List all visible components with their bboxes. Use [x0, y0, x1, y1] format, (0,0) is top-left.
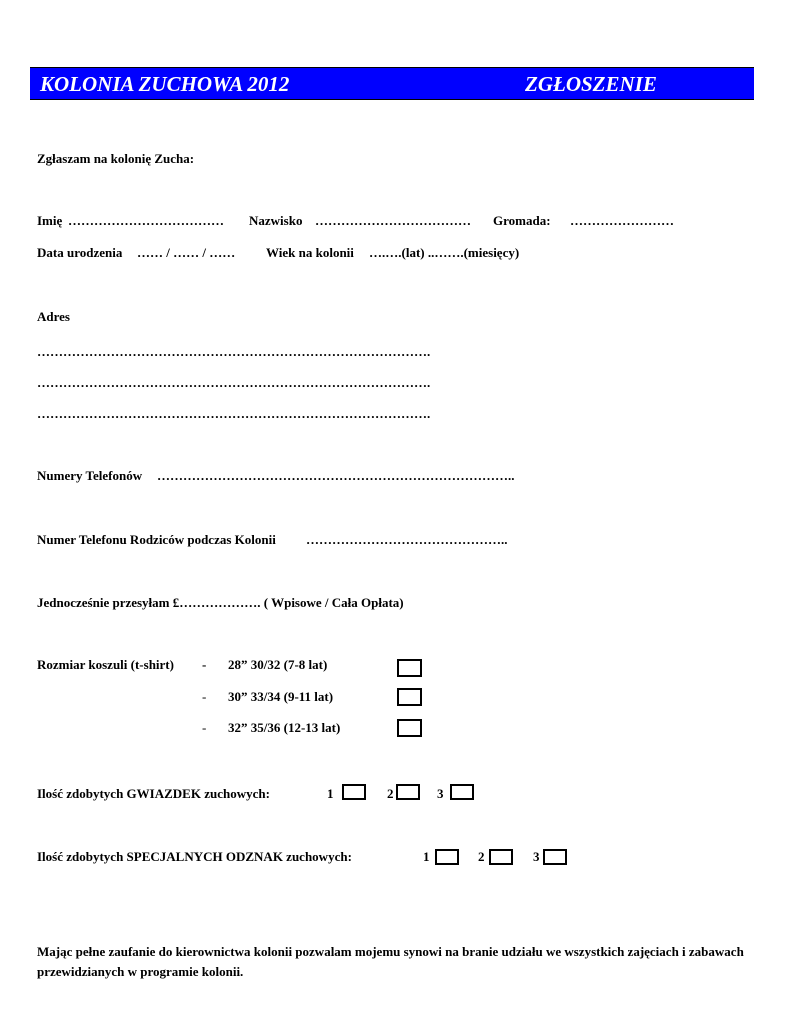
header-banner	[30, 67, 754, 100]
tshirt-size-2-checkbox[interactable]	[397, 688, 422, 706]
age-label: Wiek na kolonii	[266, 245, 354, 260]
address-line-1[interactable]: ……………………………………………………………………………….	[37, 344, 431, 359]
tshirt-option-label: 28” 30/32 (7-8 lat)	[228, 657, 328, 672]
last-name-field[interactable]: ………………………………	[315, 213, 471, 228]
form-type: ZGŁOSZENIE	[525, 72, 657, 96]
first-name-label: Imię	[37, 213, 63, 228]
stars-option-label: 1	[327, 786, 334, 801]
tshirt-option-dash: -	[202, 720, 207, 735]
stars-option-label: 3	[437, 786, 444, 801]
tshirt-option-label: 30” 33/34 (9-11 lat)	[228, 689, 334, 704]
tshirt-size-3-checkbox[interactable]	[397, 719, 422, 737]
stars-1-checkbox[interactable]	[342, 784, 366, 800]
first-name-field[interactable]: ………………………………	[68, 213, 224, 228]
badges-option-label: 2	[478, 849, 485, 864]
group-label: Gromada:	[493, 213, 551, 228]
tshirt-option-label: 32” 35/36 (12-13 lat)	[228, 720, 341, 735]
birthdate-label: Data urodzenia	[37, 245, 123, 260]
group-field[interactable]: ……………………	[570, 213, 674, 228]
stars-2-checkbox[interactable]	[396, 784, 420, 800]
badges-option-label: 3	[533, 849, 540, 864]
parents-phone-field[interactable]: ………………………………………..	[306, 532, 508, 547]
birthdate-field[interactable]: …… / …… / ……	[137, 245, 236, 260]
stars-label: Ilość zdobytych GWIAZDEK zuchowych:	[37, 786, 270, 801]
badges-1-checkbox[interactable]	[435, 849, 459, 865]
form-title: KOLONIA ZUCHOWA 2012	[40, 72, 290, 96]
intro-text: Zgłaszam na kolonię Zucha:	[37, 151, 195, 166]
badges-3-checkbox[interactable]	[543, 849, 567, 865]
parents-phone-label: Numer Telefonu Rodziców podczas Kolonii	[37, 532, 276, 547]
badges-2-checkbox[interactable]	[489, 849, 513, 865]
address-line-3[interactable]: ……………………………………………………………………………….	[37, 406, 431, 421]
payment-text[interactable]: Jednocześnie przesyłam £………………. ( Wpisowe / Cała Opłata)	[37, 595, 404, 610]
tshirt-option-dash: -	[202, 689, 207, 704]
stars-3-checkbox[interactable]	[450, 784, 474, 800]
tshirt-size-1-checkbox[interactable]	[397, 659, 422, 677]
stars-option-label: 2	[387, 786, 394, 801]
last-name-label: Nazwisko	[249, 213, 303, 228]
badges-option-label: 1	[423, 849, 430, 864]
badges-label: Ilość zdobytych SPECJALNYCH ODZNAK zuchowych:	[37, 849, 352, 864]
tshirt-option-dash: -	[202, 657, 207, 672]
age-field[interactable]: ….….(lat) ..…….(miesięcy)	[369, 245, 520, 260]
phones-field[interactable]: ………………………………………………………………………..	[157, 468, 515, 483]
address-label: Adres	[37, 309, 70, 324]
phones-label: Numery Telefonów	[37, 468, 143, 483]
tshirt-label: Rozmiar koszuli (t-shirt)	[37, 657, 174, 672]
address-line-2[interactable]: ……………………………………………………………………………….	[37, 375, 431, 390]
consent-paragraph: Mając pełne zaufanie do kierownictwa kolonii pozwalam mojemu synowi na branie udziału we wszystkich zajęciach i zabawach przewidzianych w programie kolonii.	[37, 944, 744, 979]
